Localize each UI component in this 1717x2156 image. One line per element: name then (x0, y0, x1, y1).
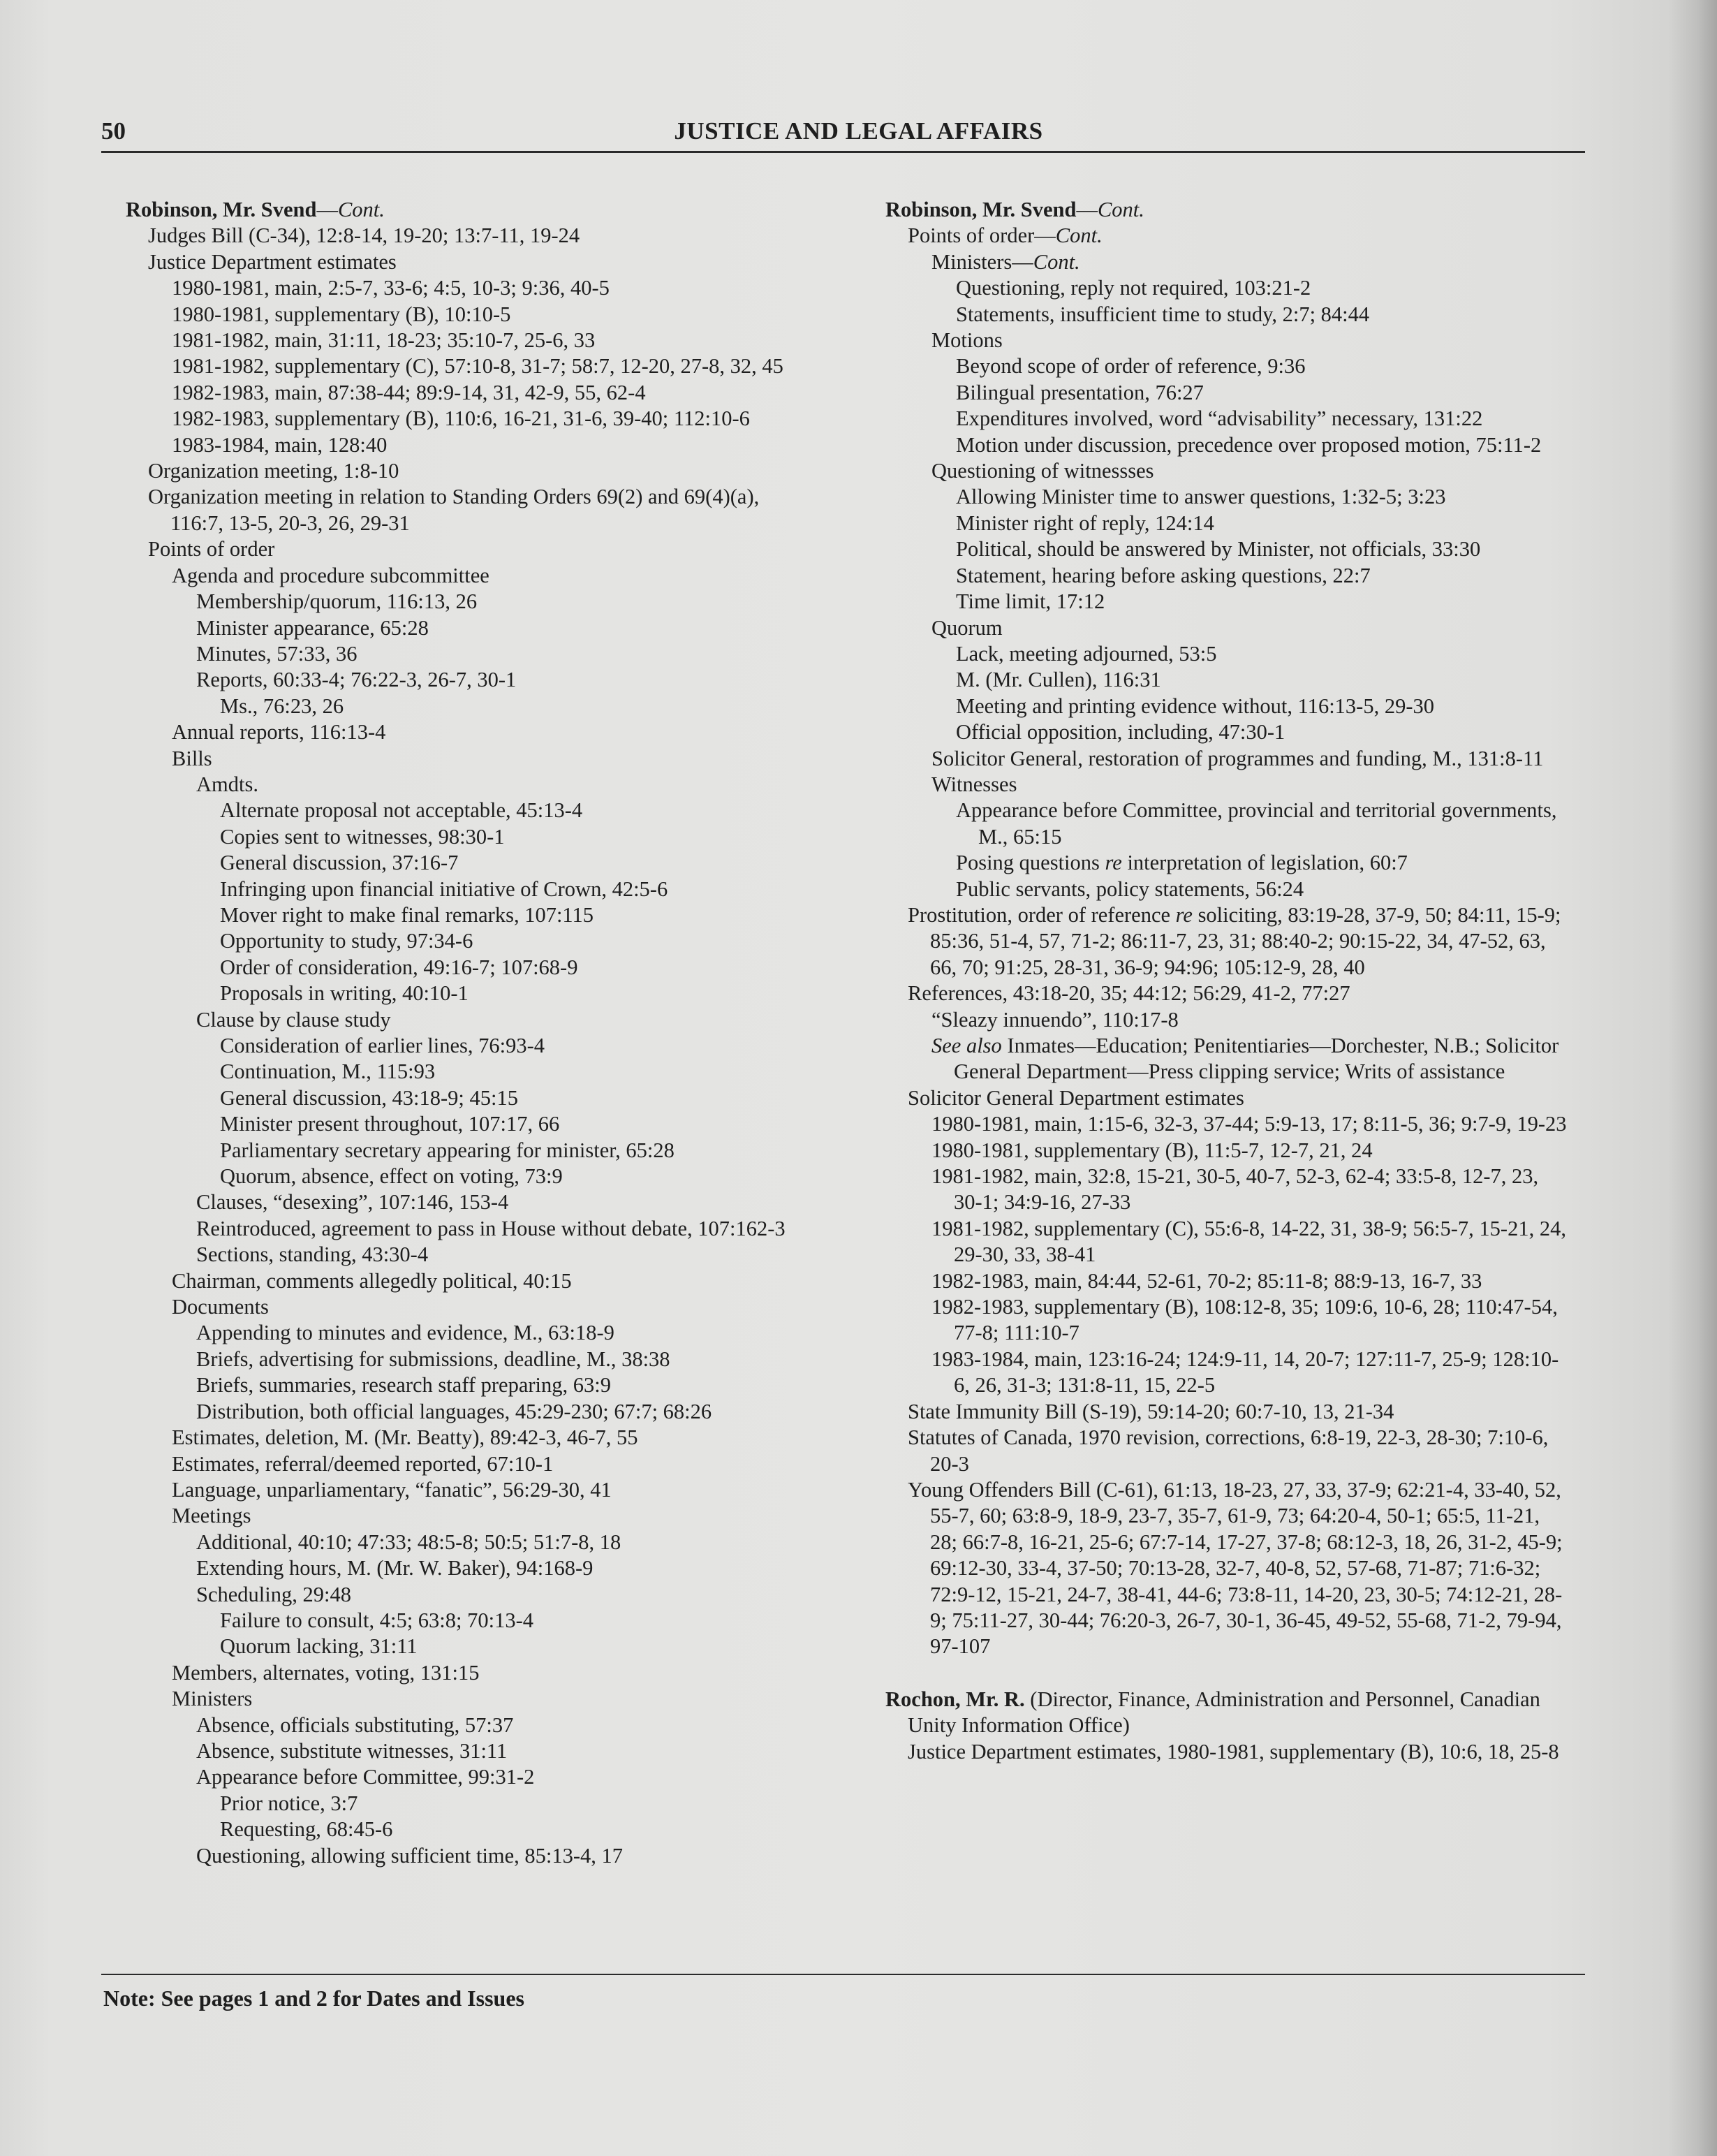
index-entry (149, 380, 809, 406)
entry-text: Chairman, comments allegedly political, 40:15 (172, 1268, 572, 1293)
entry-cross-reference-label: See also (931, 1034, 1002, 1057)
index-entry (934, 275, 1568, 301)
index-entry (198, 1634, 809, 1659)
entry-text: Prior notice, 3:7 (220, 1791, 358, 1815)
entry-text: Minister right of reply, 124:14 (956, 511, 1214, 535)
index-entry (934, 719, 1568, 745)
entry-text: 1980-1981, supplementary (B), 11:5-7, 12-7, 21, 24 (931, 1138, 1373, 1162)
entry-heading: Rochon, Mr. R. (885, 1687, 1025, 1711)
index-entry (909, 1268, 1568, 1294)
index-entry (909, 1347, 1568, 1399)
entry-text: Bills (172, 746, 212, 770)
entry-text: Appearance before Committee, provincial and territorial governments, M., 65:15 (956, 798, 1557, 849)
entry-text: Mover right to make final remarks, 107:115 (220, 902, 594, 927)
index-entry (934, 694, 1568, 719)
index-entry (863, 197, 1568, 223)
entry-text: Points of order— (908, 223, 1056, 248)
index-entry (126, 249, 809, 275)
index-entry (934, 641, 1568, 667)
page-number: 50 (101, 117, 126, 145)
index-entry (885, 1739, 1568, 1765)
entry-text: Questioning, allowing sufficient time, 85:13-4, 17 (196, 1843, 624, 1868)
index-entry (885, 223, 1568, 249)
entry-text: Parliamentary secretary appearing for minister, 65:28 (220, 1138, 675, 1162)
entry-text: 1981-1982, supplementary (C), 57:10-8, 31-7; 58:7, 12-20, 27-8, 32, 45 (172, 354, 783, 379)
index-entry (198, 1791, 809, 1817)
index-entry (934, 406, 1568, 432)
footer-rule (101, 1974, 1585, 1975)
index-entry (174, 615, 809, 641)
index-entry (149, 328, 809, 353)
entry-text: Alternate proposal not acceptable, 45:13-4 (220, 798, 583, 823)
entry-text: Lack, meeting adjourned, 53:5 (956, 641, 1217, 666)
index-entry (149, 1686, 809, 1712)
entry-text: Statutes of Canada, 1970 revision, corrections, 6:8-19, 22-3, 28-30; 7:10-6, 20-3 (908, 1425, 1549, 1476)
entry-text: Minister appearance, 65:28 (196, 615, 429, 640)
index-entry (174, 1399, 809, 1425)
entry-text: Absence, substitute witnesses, 31:11 (196, 1738, 508, 1763)
index-entry (174, 1738, 809, 1764)
index-entry (934, 511, 1568, 536)
entry-text: Agenda and procedure subcommittee (172, 563, 489, 587)
entry-text: Meetings (172, 1504, 251, 1528)
index-entry (174, 1582, 809, 1608)
index-column-right (863, 197, 1568, 1765)
entry-text: (Director, Finance, Administration and Personnel, Canadian Unity Information Office) (908, 1687, 1540, 1738)
entry-text: Statement, hearing before asking questions, 22:7 (956, 563, 1371, 587)
entry-text: Questioning of witnessses (931, 459, 1154, 483)
entry-text: Quorum, absence, effect on voting, 73:9 (220, 1164, 563, 1189)
index-entry (909, 328, 1568, 353)
index-entry (198, 981, 809, 1006)
entry-text: Organization meeting, 1:8-10 (148, 459, 399, 483)
index-entry (174, 1347, 809, 1372)
index-entry (934, 667, 1568, 693)
entry-text: Order of consideration, 49:16-7; 107:68-9 (220, 955, 578, 979)
entry-text: 1983-1984, main, 123:16-24; 124:9-11, 14, 20-7; 127:11-7, 25-9; 128:10-6, 26, 31-3; 131:8-11, 15, 22-5 (931, 1347, 1559, 1398)
index-entry (934, 798, 1568, 850)
index-entry (909, 746, 1568, 772)
index-entry (198, 1111, 809, 1137)
index-entry (174, 1007, 809, 1033)
index-entry (174, 1242, 809, 1268)
index-entry (174, 1530, 809, 1555)
index-entry (198, 902, 809, 928)
page-edge-shadow (1668, 0, 1717, 2156)
index-entry (885, 1399, 1568, 1425)
entry-text: 1982-1983, main, 87:38-44; 89:9-14, 31, 42-9, 55, 62-4 (172, 380, 646, 404)
entry-text: Minutes, 57:33, 36 (196, 641, 358, 666)
index-entry (174, 641, 809, 667)
index-entry (885, 1085, 1568, 1111)
entry-text: Estimates, deletion, M. (Mr. Beatty), 89:42-3, 46-7, 55 (172, 1425, 638, 1450)
entry-text: soliciting, 83:19-28, 37-9, 50; 84:11, 15-9; 85:36, 51-4, 57, 71-2; 86:11-7, 23, 31; 88:40-2; 90:15-22, 34, 47-52, 63, 66, 70; 91:25, 28-31, 36-9; 94:96; 105:12-9, 28, 40 (930, 902, 1561, 979)
index-entry (174, 1189, 809, 1215)
index-entry (126, 223, 809, 249)
entry-text: Allowing Minister time to answer questions, 1:32-5; 3:23 (956, 485, 1446, 509)
entry-text: Ministers— (931, 249, 1033, 274)
entry-text: Appending to minutes and evidence, M., 63:18-9 (196, 1321, 614, 1345)
entry-text: 1980-1981, main, 1:15-6, 32-3, 37-44; 5:9-13, 17; 8:11-5, 36; 9:7-9, 19-23 (931, 1112, 1567, 1136)
index-entry (149, 719, 809, 745)
index-entry (198, 1164, 809, 1189)
index-entry (198, 1059, 809, 1085)
entry-continued: Cont. (1055, 223, 1103, 248)
index-entry (198, 1817, 809, 1842)
index-entry (909, 1138, 1568, 1164)
entry-text: Continuation, M., 115:93 (220, 1059, 436, 1084)
index-entry (198, 824, 809, 850)
entry-heading: Robinson, Mr. Svend (126, 198, 317, 221)
entry-text: Ms., 76:23, 26 (220, 694, 344, 718)
entry-text: General discussion, 37:16-7 (220, 851, 459, 875)
entry-text: Language, unparliamentary, “fanatic”, 56:29-30, 41 (172, 1477, 612, 1502)
index-entry (198, 850, 809, 876)
index-entry (174, 1713, 809, 1738)
entry-text: Clause by clause study (196, 1007, 391, 1032)
entry-text: Amdts. (196, 772, 258, 796)
index-entry (934, 877, 1568, 902)
entry-text-lead: Prostitution, order of reference (908, 902, 1176, 927)
entry-continued: Cont. (1033, 249, 1080, 274)
entry-text: Young Offenders Bill (C-61), 61:13, 18-23, 27, 33, 37-9; 62:21-4, 33-40, 52, 55-7, 60; 63:8-9, 18-9, 23-7, 35-7, 61-9, 73; 64:20-4, 50-1; 65:5, 11-21, 28; 66:7-8, 16-21, 25-6; 67:7-14, 17-27, 37-8; 68:12-3, 18, 26, 31-2, 45-9; 69:12-30, 33-4, 37-50; 70:13-28, 32-7, 40-8, 52, 57-68, 71-87; 71:6-32; 72:9-12, 15-21, 24-7, 38-41, 44-6; 73:8-11, 14-20, 23, 30-5; 74:12-21, 28-9; 75:11-27, 30-44; 76:20-3, 26-7, 30-1, 36-45, 49-52, 55-68, 71-2, 79-94, 97-107 (908, 1477, 1563, 1659)
entry-text: Bilingual presentation, 76:27 (956, 380, 1204, 404)
index-entry (149, 1451, 809, 1477)
entry-text: Estimates, referral/deemed reported, 67:10-1 (172, 1451, 554, 1476)
index-entry (198, 1138, 809, 1164)
entry-text: Official opposition, including, 47:30-1 (956, 720, 1285, 745)
index-entry (149, 1477, 809, 1503)
entry-text: 1983-1984, main, 128:40 (172, 432, 388, 457)
entry-text: — (316, 198, 338, 221)
index-entry (863, 1687, 1568, 1739)
entry-text: Absence, officials substituting, 57:37 (196, 1713, 514, 1737)
entry-text: Briefs, summaries, research staff preparing, 63:9 (196, 1373, 611, 1398)
index-entry (198, 1608, 809, 1634)
index-entry (126, 484, 809, 536)
entry-text: Motions (931, 328, 1003, 353)
entry-text: Briefs, advertising for submissions, deadline, M., 38:38 (196, 1347, 670, 1371)
index-column-left (103, 197, 809, 1869)
index-entry (909, 1033, 1568, 1085)
index-entry (174, 1555, 809, 1581)
index-entry (174, 1843, 809, 1869)
index-entry (174, 667, 809, 693)
index-entry (909, 1007, 1568, 1033)
index-entry (909, 1111, 1568, 1137)
entry-text: Organization meeting in relation to Standing Orders 69(2) and 69(4)(a), 116:7, 13-5, 20-3, 26, 29-31 (148, 485, 760, 535)
index-entry (149, 563, 809, 589)
entry-continued: Cont. (337, 198, 385, 221)
index-entry (934, 380, 1568, 406)
index-entry (198, 1085, 809, 1111)
entry-text: Minister present throughout, 107:17, 66 (220, 1112, 560, 1136)
index-entry (149, 406, 809, 432)
entry-text: Solicitor General, restoration of programmes and funding, M., 131:8-11 (931, 746, 1544, 770)
entry-text: State Immunity Bill (S-19), 59:14-20; 60:7-10, 13, 21-34 (908, 1399, 1394, 1423)
index-entry (885, 1477, 1568, 1660)
entry-text: Requesting, 68:45-6 (220, 1817, 393, 1842)
index-entry (885, 902, 1568, 981)
index-entry (909, 772, 1568, 798)
index-entry (198, 798, 809, 823)
index-entry (909, 249, 1568, 275)
entry-text: Documents (172, 1295, 269, 1319)
entry-text: Failure to consult, 4:5; 63:8; 70:13-4 (220, 1608, 533, 1632)
entry-text: Additional, 40:10; 47:33; 48:5-8; 50:5; 51:7-8, 18 (196, 1530, 621, 1554)
entry-text: Statements, insufficient time to study, 2:7; 84:44 (956, 302, 1370, 326)
entry-text: Consideration of earlier lines, 76:93-4 (220, 1034, 545, 1057)
entry-text: Extending hours, M. (Mr. W. Baker), 94:168-9 (196, 1556, 594, 1581)
entry-text: “Sleazy innuendo”, 110:17-8 (931, 1007, 1179, 1032)
entry-text: Quorum lacking, 31:11 (220, 1634, 418, 1659)
entry-italic: re (1175, 902, 1193, 927)
index-entry (198, 694, 809, 719)
running-head (0, 117, 1717, 145)
index-entry (198, 955, 809, 981)
index-entry (934, 850, 1568, 876)
entry-text: Clauses, “desexing”, 107:146, 153-4 (196, 1190, 509, 1215)
index-entry (174, 1320, 809, 1346)
entry-text: Distribution, both official languages, 45:29-230; 67:7; 68:26 (196, 1399, 712, 1423)
entry-text: Judges Bill (C-34), 12:8-14, 19-20; 13:7-11, 19-24 (148, 223, 580, 248)
index-entry (909, 1216, 1568, 1268)
entry-text: Proposals in writing, 40:10-1 (220, 981, 469, 1006)
entry-text: Motion under discussion, precedence over proposed motion, 75:11-2 (956, 432, 1542, 457)
entry-heading: Robinson, Mr. Svend (885, 198, 1077, 221)
index-entry (885, 1425, 1568, 1477)
entry-text: Beyond scope of order of reference, 9:36 (956, 354, 1306, 379)
index-entry (149, 1425, 809, 1451)
entry-text: Reintroduced, agreement to pass in House without debate, 107:162-3 (196, 1216, 786, 1240)
index-entry (149, 275, 809, 301)
index-entry (149, 1268, 809, 1294)
index-entry (934, 589, 1568, 615)
entry-text: interpretation of legislation, 60:7 (1121, 851, 1408, 875)
index-entry (174, 1372, 809, 1398)
index-entry (885, 981, 1568, 1006)
entry-text: Justice Department estimates, 1980-1981, supplementary (B), 10:6, 18, 25-8 (908, 1739, 1559, 1763)
entry-text: Quorum (931, 615, 1003, 640)
index-entry (198, 928, 809, 954)
index-entry (149, 1660, 809, 1686)
entry-continued: Cont. (1097, 198, 1144, 221)
entry-text: 1982-1983, supplementary (B), 110:6, 16-21, 31-6, 39-40; 112:10-6 (172, 406, 750, 431)
index-entry (149, 432, 809, 458)
index-entry (174, 1764, 809, 1790)
entry-text: Infringing upon financial initiative of Crown, 42:5-6 (220, 877, 668, 901)
entry-text: Scheduling, 29:48 (196, 1582, 351, 1606)
entry-text: 1981-1982, main, 32:8, 15-21, 30-5, 40-7, 52-3, 62-4; 33:5-8, 12-7, 23, 30-1; 34:9-16, 27-33 (931, 1164, 1539, 1215)
index-entry (909, 615, 1568, 641)
entry-text: Membership/quorum, 116:13, 26 (196, 589, 478, 614)
entry-text: Annual reports, 116:13-4 (172, 720, 386, 745)
entry-text: 1981-1982, supplementary (C), 55:6-8, 14-22, 31, 38-9; 56:5-7, 15-21, 24, 29-30, 33, 38-41 (931, 1216, 1566, 1267)
entry-text: M. (Mr. Cullen), 116:31 (956, 668, 1161, 692)
index-entry (198, 1033, 809, 1059)
running-head-title: JUSTICE AND LEGAL AFFAIRS (674, 117, 1043, 145)
entry-text: Members, alternates, voting, 131:15 (172, 1660, 480, 1685)
entry-text: Public servants, policy statements, 56:24 (956, 877, 1304, 901)
entry-text: Expenditures involved, word “advisability” necessary, 131:22 (956, 406, 1483, 431)
entry-text: 1982-1983, main, 84:44, 52-61, 70-2; 85:11-8; 88:9-13, 16-7, 33 (931, 1268, 1482, 1293)
index-entry (103, 197, 809, 223)
index-entry (126, 536, 809, 562)
index-entry (174, 1216, 809, 1242)
index-entry (198, 877, 809, 902)
entry-text: Reports, 60:33-4; 76:22-3, 26-7, 30-1 (196, 668, 517, 692)
index-entry (149, 746, 809, 772)
entry-text: Copies sent to witnesses, 98:30-1 (220, 824, 505, 849)
entry-text: Points of order (148, 537, 275, 562)
index-entry (934, 432, 1568, 458)
entry-text: 1980-1981, supplementary (B), 10:10-5 (172, 302, 511, 326)
index-entry (934, 302, 1568, 328)
index-entry (149, 353, 809, 379)
entry-text: Solicitor General Department estimates (908, 1085, 1244, 1110)
entry-text: Political, should be answered by Minister, not officials, 33:30 (956, 537, 1481, 562)
entry-text: Time limit, 17:12 (956, 589, 1105, 614)
index-entry (174, 589, 809, 615)
entry-text: Justice Department estimates (148, 249, 397, 274)
index-entry (934, 536, 1568, 562)
entry-text: References, 43:18-20, 35; 44:12; 56:29, 41-2, 77:27 (908, 981, 1350, 1006)
footer-note: Note: See pages 1 and 2 for Dates and Issues (103, 1986, 524, 2011)
entry-text: Witnesses (931, 772, 1017, 796)
entry-text: General discussion, 43:18-9; 45:15 (220, 1085, 518, 1110)
index-entry (909, 1164, 1568, 1216)
entry-text: Sections, standing, 43:30-4 (196, 1242, 429, 1267)
index-entry (909, 1294, 1568, 1347)
entry-text: Appearance before Committee, 99:31-2 (196, 1765, 535, 1789)
index-entry (934, 484, 1568, 510)
index-entry (149, 302, 809, 328)
header-rule (101, 151, 1585, 153)
entry-text: 1980-1981, main, 2:5-7, 33-6; 4:5, 10-3; 9:36, 40-5 (172, 276, 610, 300)
index-entry (934, 353, 1568, 379)
index-entry (174, 772, 809, 798)
entry-text: 1981-1982, main, 31:11, 18-23; 35:10-7, 25-6, 33 (172, 328, 596, 353)
entry-text: Inmates—Education; Penitentiaries—Dorchester, N.B.; Solicitor General Department—Press clipping service; Writs of assistance (954, 1034, 1559, 1084)
entry-text: Opportunity to study, 97:34-6 (220, 929, 473, 953)
entry-text: Questioning, reply not required, 103:21-2 (956, 276, 1311, 300)
entry-text: — (1076, 198, 1098, 221)
index-entry (149, 1294, 809, 1320)
index-entry (149, 1503, 809, 1529)
index-entry (126, 458, 809, 484)
entry-text: Meeting and printing evidence without, 116:13-5, 29-30 (956, 694, 1434, 718)
index-entry (934, 563, 1568, 589)
entry-text: Ministers (172, 1687, 253, 1711)
entry-text: 1982-1983, supplementary (B), 108:12-8, 35; 109:6, 10-6, 28; 110:47-54, 77-8; 111:10-7 (931, 1295, 1558, 1345)
entry-italic: re (1105, 851, 1122, 875)
entry-text-lead: Posing questions (956, 851, 1105, 875)
index-entry (909, 458, 1568, 484)
